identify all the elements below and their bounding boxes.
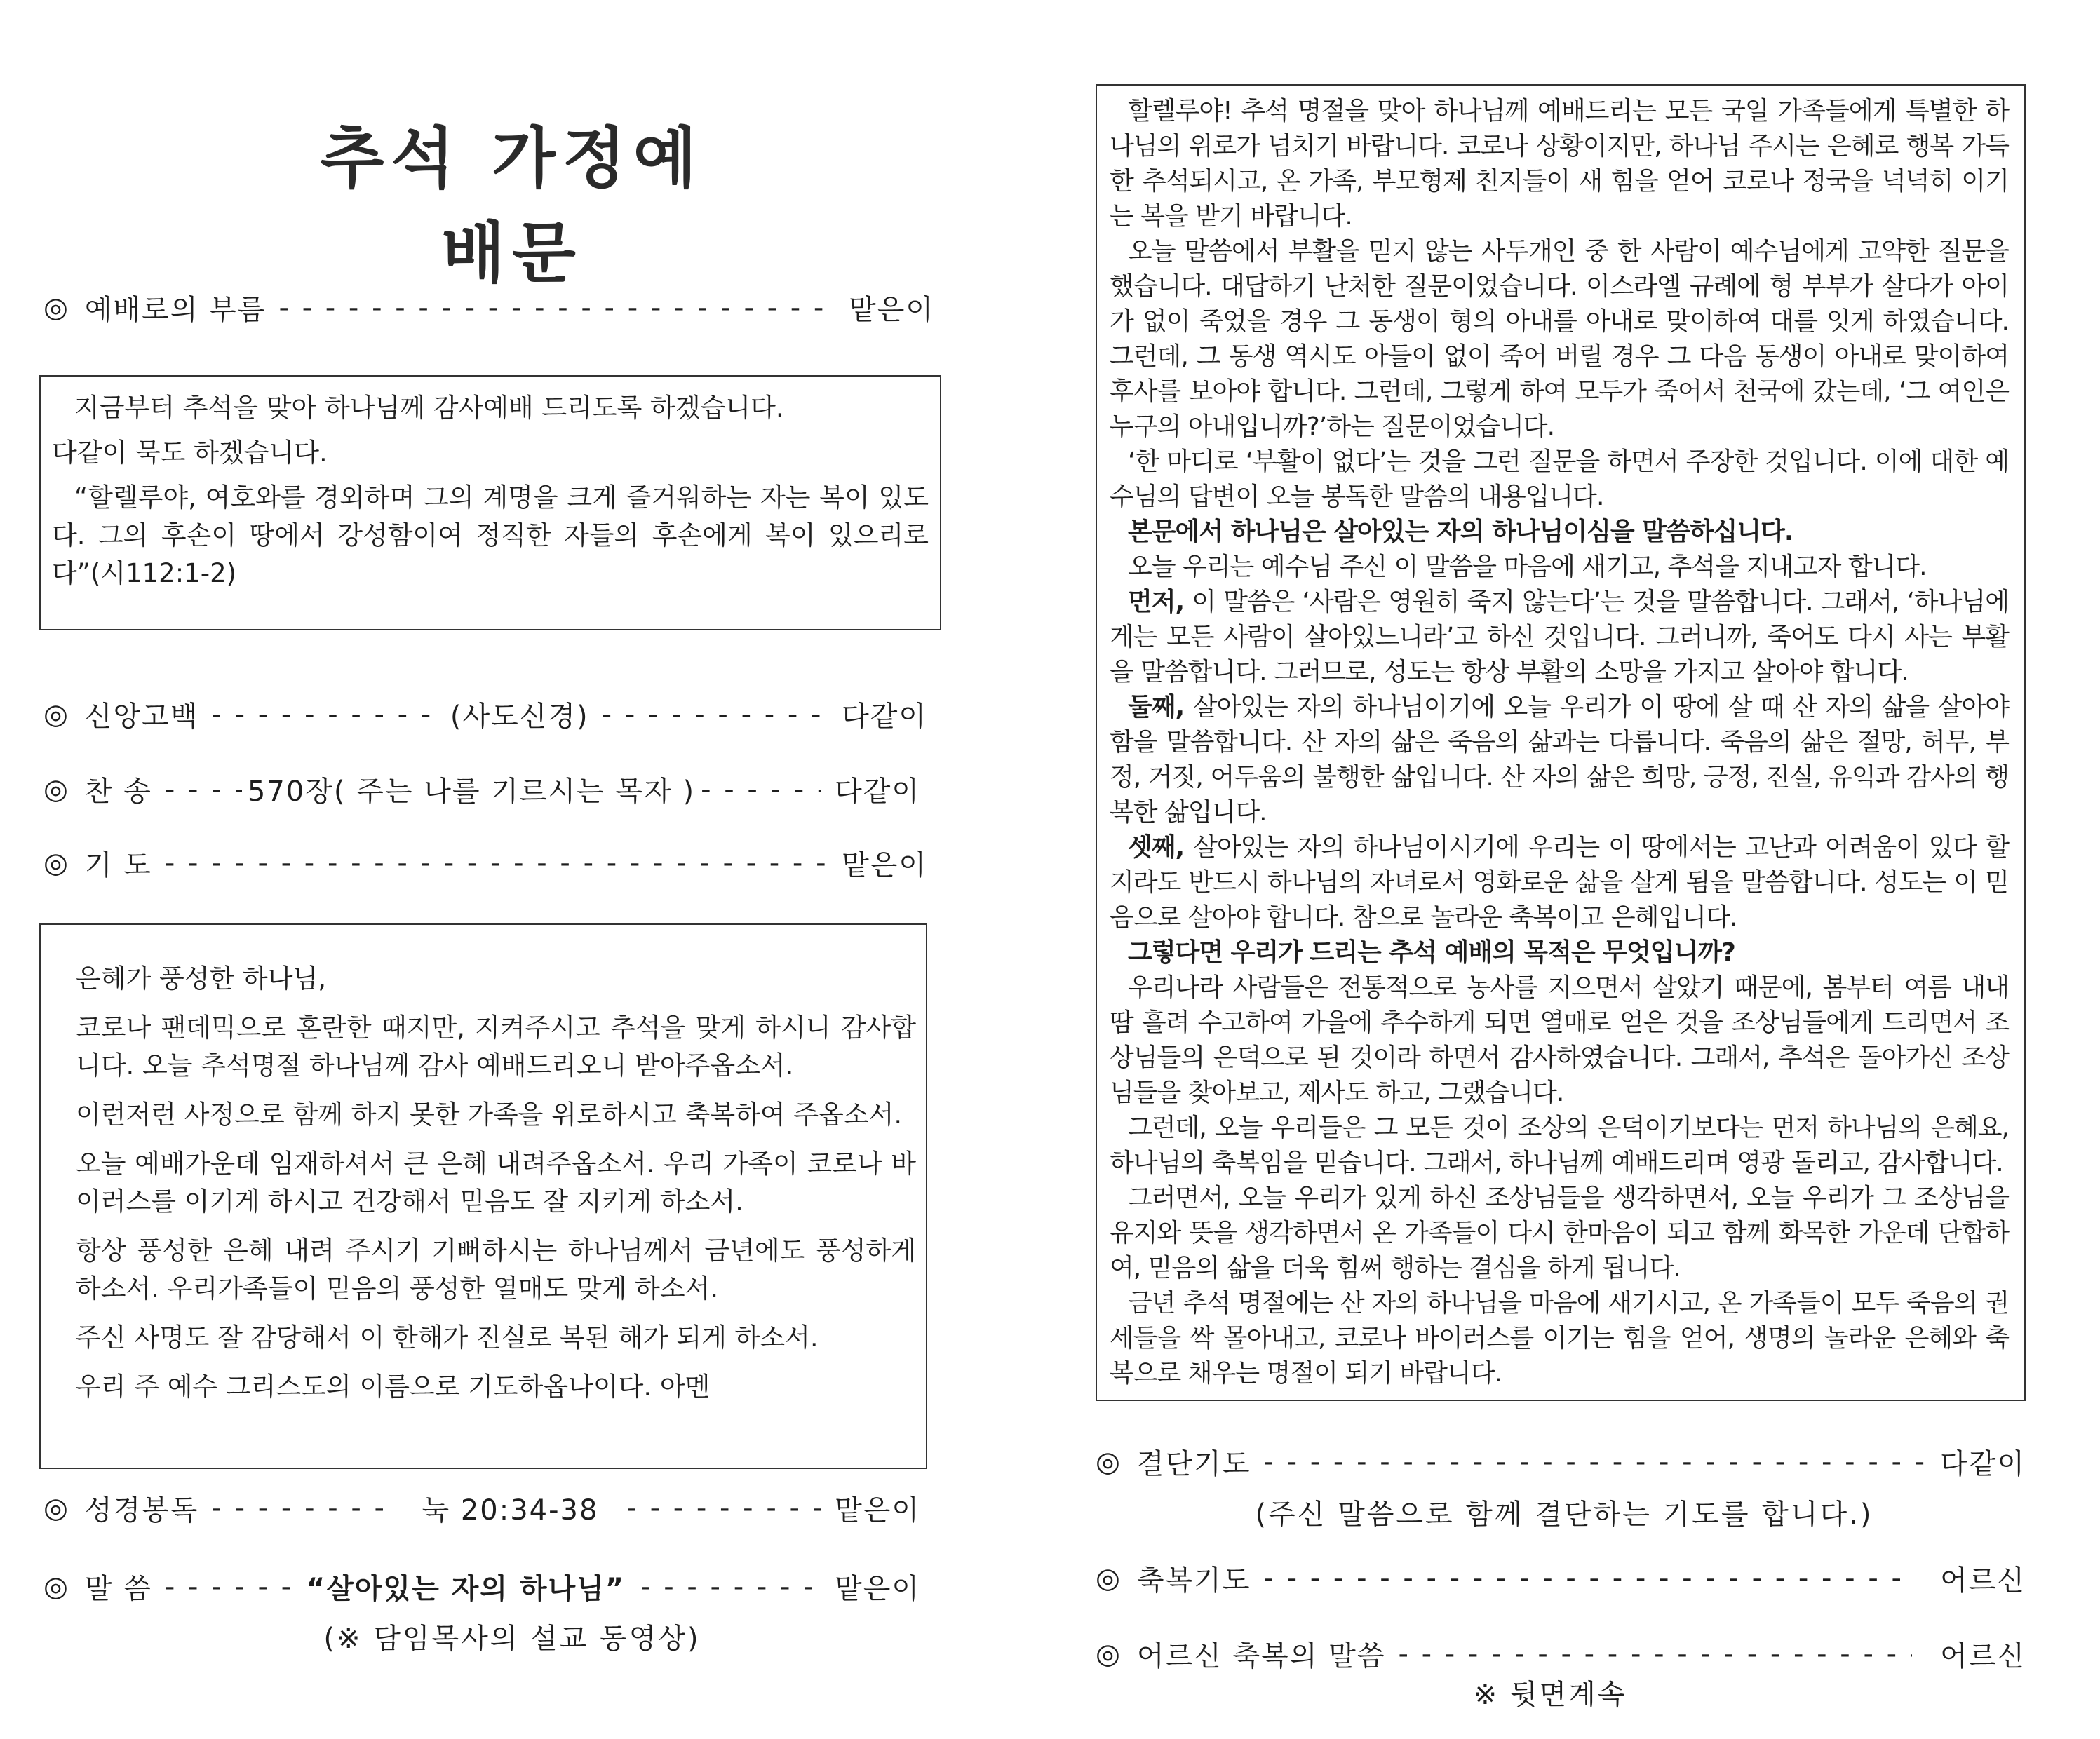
- bullet-icon: ◎: [43, 1570, 69, 1603]
- item-leader: 맡은이: [835, 1573, 920, 1605]
- leader-dashes: [602, 698, 828, 731]
- item-leader: 맡은이: [842, 849, 927, 881]
- bullet-icon: ◎: [1096, 1445, 1122, 1478]
- sermon-paragraph: 둘째, 살아있는 자의 하나님이기에 오늘 우리가 이 땅에 살 때 산 자의 삶을 살아야 함을 말씀합니다. 산 자의 삶은 죽음의 삶과는 다릅니다. 죽음의 삶은 절망, 허무, 부정, 거짓, 어두움의 불행한 삶입니다. 산 자의 삶은 희망, 긍정, 진실, 유익과 감사의 행복한 삶입니다.: [1110, 693, 2009, 827]
- sermon-text-box: [1096, 84, 2026, 1401]
- prayer-line: 우리 주 예수 그리스도의 이름으로 기도하옵나이다. 아멘: [76, 1372, 711, 1402]
- item-label: 성경봉독: [84, 1494, 199, 1527]
- sermon-paragraph: 우리나라 사람들은 전통적으로 농사를 지으면서 살았기 때문에, 봄부터 여름 내내 땀 흘려 수고하여 가을에 추수하게 되면 열매로 얻은 것을 조상님들에게 드리면서 조상님들의 은덕으로 된 것이라 하면서 감사하였습니다. 그래서, 추석은 돌아가신 조상님들을 찾아보고, 제사도 하고, 그랬습니다.: [1110, 973, 2009, 1107]
- leader-dashes: [1398, 1638, 1912, 1670]
- call-text-line: 지금부터 추석을 맞아 하나님께 감사예배 드리도록 하겠습니다.: [74, 393, 784, 423]
- sermon-paragraph: 그러면서, 오늘 우리가 있게 하신 조상님들을 생각하면서, 오늘 우리가 그 조상님을 유지와 뜻을 생각하면서 온 가족들이 다시 한마음이 되고 함께 화목한 가운데 단합하여, 믿음의 삶을 더욱 힘써 행하는 결심을 하게 됩니다.: [1110, 1184, 2009, 1283]
- item-leader: 맡은이: [835, 1494, 920, 1527]
- decision-note: (주신 말씀으로 함께 결단하는 기도를 합니다.): [1255, 1498, 1873, 1531]
- order-item-blessing-prayer: [1096, 1558, 2026, 1598]
- item-leader: 다같이: [842, 701, 928, 733]
- item-label: 결단기도: [1136, 1448, 1251, 1480]
- item-label: 찬 송: [84, 776, 152, 808]
- sermon-paragraph: 오늘 말씀에서 부활을 믿지 않는 사두개인 중 한 사람이 예수님에게 고약한 질문을 했습니다. 대답하기 난처한 질문이었습니다. 이스라엘 규례에 형 부부가 살다가 아이가 없이 죽었을 경우 그 동생이 형의 아내를 아내로 맞이하여 대를 잇게 하였습니다. 그런데, 그 동생 역시도 아들이 없이 죽어 버릴 경우 그 다음 동생이 아내로 맞이하여 후사를 보아야 합니다. 그런데, 그렇게 하여 모두가 죽어서 천국에 갔는데, ‘그 여인은 누구의 아내입니까?’하는 질문이었습니다.: [1110, 237, 2009, 441]
- sermon-paragraph: 그런데, 오늘 우리들은 그 모든 것이 조상의 은덕이기보다는 먼저 하나님의 은혜요, 하나님의 축복임을 믿습니다. 그래서, 하나님께 예배드리며 영광 돌리고, 감사합니다.: [1110, 1114, 2009, 1177]
- sermon-paragraph: ‘한 마디로 ‘부활이 없다’는 것을 그런 질문을 하면서 주장한 것입니다. 이에 대한 예수님의 답변이 오늘 봉독한 말씀의 내용입니다.: [1110, 447, 2009, 511]
- page-title: 추석 가정예배문: [320, 121, 704, 292]
- item-label: 신앙고백: [84, 701, 199, 733]
- call-text-line: 다같이 묵도 하겠습니다.: [52, 438, 328, 468]
- bullet-icon: ◎: [43, 846, 69, 879]
- sermon-paragraph: 본문에서 하나님은 살아있는 자의 하나님이심을 말씀하십니다.: [1128, 517, 1793, 546]
- prayer-line: 오늘 예배가운데 임재하셔서 큰 은혜 내려주옵소서. 우리 가족이 코로나 바이러스를 이기게 하시고 건강해서 믿음도 잘 지키게 하소서.: [76, 1149, 916, 1217]
- prayer-line: 항상 풍성한 은혜 내려 주시기 기뻐하시는 하나님께서 금년에도 풍성하게 하소서. 우리가족들이 믿음의 풍성한 열매도 맞게 하소서.: [76, 1236, 916, 1304]
- item-detail: 570장( 주는 나를 기르시는 목자 ): [247, 776, 696, 808]
- order-item-creed: [43, 694, 927, 734]
- leader-dashes: [278, 292, 835, 324]
- prayer-line: 이런저런 사정으로 함께 하지 못한 가족을 위로하시고 축복하여 주옵소서.: [76, 1099, 903, 1130]
- bullet-icon: ◎: [43, 773, 69, 806]
- item-label: 기 도: [84, 849, 152, 881]
- item-leader: 어르신: [1940, 1564, 2026, 1597]
- item-leader: 다같이: [835, 776, 920, 808]
- order-item-call-to-worship: [43, 287, 934, 327]
- call-text-verse: “할렐루야, 여호와를 경외하며 그의 계명을 크게 즐거워하는 자는 복이 있도다. 그의 후손이 땅에서 강성함이여 정직한 자들의 후손에게 복이 있으리로다”(시112:1-2): [52, 482, 929, 588]
- order-item-hymn: [43, 769, 920, 809]
- order-item-decision-prayer: [1096, 1442, 2026, 1482]
- item-leader: 다같이: [1940, 1448, 2026, 1480]
- sermon-paragraph: 할렐루야! 추석 명절을 맞아 하나님께 예배드리는 모든 국일 가족들에게 특별한 하나님의 위로가 넘치기 바랍니다. 코로나 상황이지만, 하나님 주시는 은혜로 행복 가득한 추석되시고, 온 가족, 부모형제 친지들이 새 힘을 얻어 코로나 정국을 넉넉히 이기는 복을 받기 바랍니다.: [1110, 97, 2009, 231]
- leader-dashes: [211, 698, 437, 731]
- sermon-paragraph: 셋째, 살아있는 자의 하나님이시기에 우리는 이 땅에서는 고난과 어려움이 있다 할지라도 반드시 하나님의 자녀로서 영화로운 삶을 살게 됨을 말씀합니다. 성도는 이 믿음으로 살아야 합니다. 참으로 놀라운 축복이고 은혜입니다.: [1110, 833, 2009, 932]
- bullet-icon: ◎: [43, 698, 69, 731]
- leader-dashes: [1263, 1446, 1937, 1478]
- prayer-line: 코로나 팬데믹으로 혼란한 때지만, 지켜주시고 추석을 맞게 하시니 감사합니다. 오늘 추석명절 하나님께 감사 예배드리오니 받아주옵소서.: [76, 1013, 916, 1081]
- item-detail: 눅 20:34-38: [422, 1494, 599, 1527]
- order-item-elder-blessing: [1096, 1634, 2026, 1674]
- bullet-icon: ◎: [43, 1491, 69, 1524]
- order-item-scripture: [43, 1488, 920, 1528]
- item-detail: (사도신경): [450, 701, 589, 733]
- item-leader: 맡은이: [849, 294, 934, 326]
- item-leader: 어르신: [1940, 1640, 2026, 1672]
- leader-dashes: [165, 773, 242, 806]
- sermon-paragraph: 먼저, 이 말씀은 ‘사람은 영원히 죽지 않는다’는 것을 말씀합니다. 그래서, ‘하나님에게는 모든 사람이 살아있느니라’고 하신 것입니다. 그러니까, 죽어도 다시 사는 부활을 말씀합니다. 그러므로, 성도는 항상 부활의 소망을 가지고 살아야 합니다.: [1110, 588, 2009, 686]
- order-item-prayer: [43, 843, 927, 883]
- leader-dashes: [626, 1492, 821, 1524]
- sermon-paragraph: 그렇다면 우리가 드리는 추석 예배의 목적은 무엇입니까?: [1128, 938, 1735, 967]
- order-item-sermon: [43, 1567, 920, 1606]
- leader-dashes: [701, 773, 821, 806]
- continued-note: ※ 뒷면계속: [1473, 1679, 1627, 1711]
- sermon-paragraph: 오늘 우리는 예수님 주신 이 말씀을 마음에 새기고, 추석을 지내고자 합니다.: [1128, 553, 1927, 581]
- bullet-icon: ◎: [1096, 1637, 1122, 1670]
- leader-dashes: [165, 1571, 291, 1603]
- sermon-note: (※ 담임목사의 설교 동영상): [323, 1623, 701, 1655]
- item-label: 말 씀: [84, 1573, 152, 1605]
- leader-dashes: [165, 847, 828, 879]
- leader-dashes: [1263, 1562, 1912, 1595]
- sermon-title: “살아있는 자의 하나님”: [306, 1573, 626, 1605]
- leader-dashes: [640, 1571, 821, 1603]
- item-label: 축복기도: [1136, 1564, 1251, 1597]
- call-to-worship-box: [39, 375, 941, 630]
- leader-dashes: [211, 1492, 393, 1524]
- item-label: 어르신 축복의 말씀: [1136, 1640, 1386, 1672]
- sermon-paragraph: 금년 추석 명절에는 산 자의 하나님을 마음에 새기시고, 온 가족들이 모두 죽음의 권세들을 싹 몰아내고, 코로나 바이러스를 이기는 힘을 얻어, 생명의 놀라운 은혜와 축복으로 채우는 명절이 되기 바랍니다.: [1110, 1289, 2009, 1388]
- prayer-line: 은혜가 풍성한 하나님,: [76, 963, 326, 994]
- bullet-icon: ◎: [43, 291, 69, 324]
- item-label: 예배로의 부름: [84, 294, 267, 326]
- bullet-icon: ◎: [1096, 1562, 1122, 1595]
- prayer-line: 주신 사명도 잘 감당해서 이 한해가 진실로 복된 해가 되게 하소서.: [76, 1322, 819, 1353]
- prayer-box: [39, 923, 927, 1469]
